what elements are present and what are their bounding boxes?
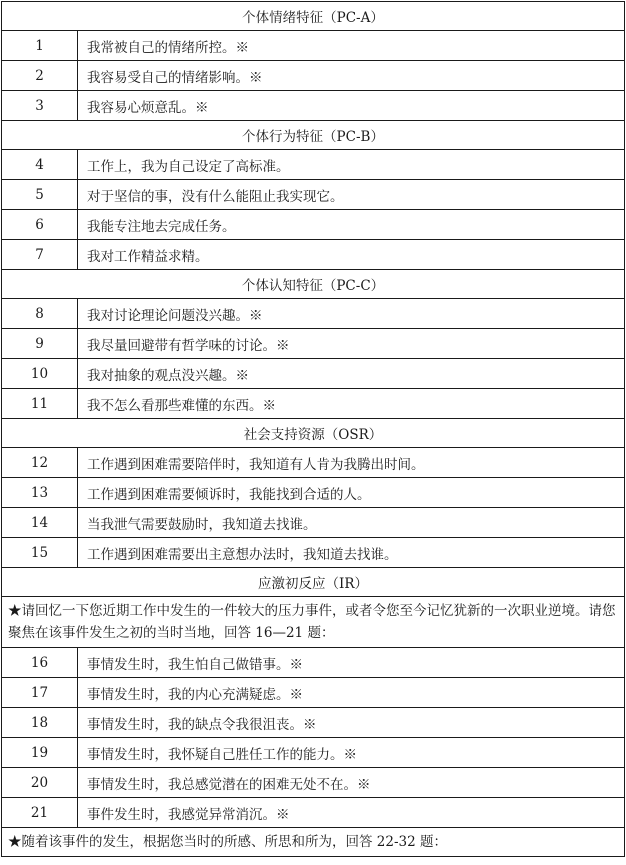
item-number: 8 (2, 299, 78, 329)
item-text: 我对工作精益求精。 (78, 240, 625, 270)
table-row (2, 448, 625, 478)
table-row (2, 359, 625, 389)
section-header-pc-a (2, 2, 625, 31)
section-header-ir (2, 568, 625, 597)
table-row (2, 299, 625, 329)
item-number: 6 (2, 210, 78, 240)
section-title: 个体情绪特征（PC-A） (2, 2, 625, 31)
footer-instruction-row (2, 828, 625, 857)
table-row (2, 798, 625, 828)
instruction-note: ★请回忆一下您近期工作中发生的一件较大的压力事件，或者令您至今记忆犹新的一次职业逆境。请您聚焦在该事件发生之初的当时当地，回答 16—21 题： (2, 597, 625, 648)
item-number: 2 (2, 61, 78, 91)
item-text: 事情发生时，我怀疑自己胜任工作的能力。※ (78, 738, 625, 768)
item-number: 21 (2, 798, 78, 828)
item-number: 13 (2, 478, 78, 508)
item-text: 工作遇到困难需要陪伴时，我知道有人肯为我腾出时间。 (78, 448, 625, 478)
section-header-osr (2, 419, 625, 448)
item-number: 19 (2, 738, 78, 768)
item-text: 事情发生时，我生怕自己做错事。※ (78, 648, 625, 678)
table-row (2, 538, 625, 568)
table-row (2, 768, 625, 798)
item-number: 17 (2, 678, 78, 708)
table-row (2, 648, 625, 678)
item-number: 12 (2, 448, 78, 478)
item-text: 对于坚信的事，没有什么能阻止我实现它。 (78, 180, 625, 210)
item-text: 工作遇到困难需要倾诉时，我能找到合适的人。 (78, 478, 625, 508)
table-row (2, 61, 625, 91)
item-number: 7 (2, 240, 78, 270)
section-title: 应激初反应（IR） (2, 568, 625, 597)
table-row (2, 738, 625, 768)
questionnaire-table (1, 1, 625, 857)
section-title: 社会支持资源（OSR） (2, 419, 625, 448)
item-text: 事件发生时，我感觉异常消沉。※ (78, 798, 625, 828)
section-title: 个体行为特征（PC-B） (2, 121, 625, 150)
table-row (2, 180, 625, 210)
item-text: 工作上，我为自己设定了高标准。 (78, 150, 625, 180)
item-text: 我容易心烦意乱。※ (78, 91, 625, 121)
table-row (2, 31, 625, 61)
instruction-row (2, 597, 625, 648)
table-row (2, 91, 625, 121)
item-text: 工作遇到困难需要出主意想办法时，我知道去找谁。 (78, 538, 625, 568)
item-number: 3 (2, 91, 78, 121)
footer-note: ★随着该事件的发生，根据您当时的所感、所思和所为，回答 22-32 题： (2, 828, 625, 857)
table-row (2, 508, 625, 538)
table-row (2, 150, 625, 180)
table-row (2, 210, 625, 240)
table-row (2, 678, 625, 708)
item-text: 我容易受自己的情绪影响。※ (78, 61, 625, 91)
item-number: 5 (2, 180, 78, 210)
item-number: 4 (2, 150, 78, 180)
item-number: 1 (2, 31, 78, 61)
item-number: 14 (2, 508, 78, 538)
section-title: 个体认知特征（PC-C） (2, 270, 625, 299)
table-row (2, 708, 625, 738)
table-row (2, 329, 625, 359)
item-text: 事情发生时，我的内心充满疑虑。※ (78, 678, 625, 708)
table-row (2, 389, 625, 419)
table-row (2, 240, 625, 270)
item-number: 20 (2, 768, 78, 798)
item-number: 11 (2, 389, 78, 419)
item-number: 10 (2, 359, 78, 389)
section-header-pc-c (2, 270, 625, 299)
table-row (2, 478, 625, 508)
item-text: 我对抽象的观点没兴趣。※ (78, 359, 625, 389)
item-text: 事情发生时，我总感觉潜在的困难无处不在。※ (78, 768, 625, 798)
item-number: 9 (2, 329, 78, 359)
item-number: 15 (2, 538, 78, 568)
item-number: 16 (2, 648, 78, 678)
item-number: 18 (2, 708, 78, 738)
item-text: 当我泄气需要鼓励时，我知道去找谁。 (78, 508, 625, 538)
section-header-pc-b (2, 121, 625, 150)
item-text: 事情发生时，我的缺点令我很沮丧。※ (78, 708, 625, 738)
item-text: 我不怎么看那些难懂的东西。※ (78, 389, 625, 419)
item-text: 我对讨论理论问题没兴趣。※ (78, 299, 625, 329)
item-text: 我尽量回避带有哲学味的讨论。※ (78, 329, 625, 359)
item-text: 我常被自己的情绪所控。※ (78, 31, 625, 61)
item-text: 我能专注地去完成任务。 (78, 210, 625, 240)
